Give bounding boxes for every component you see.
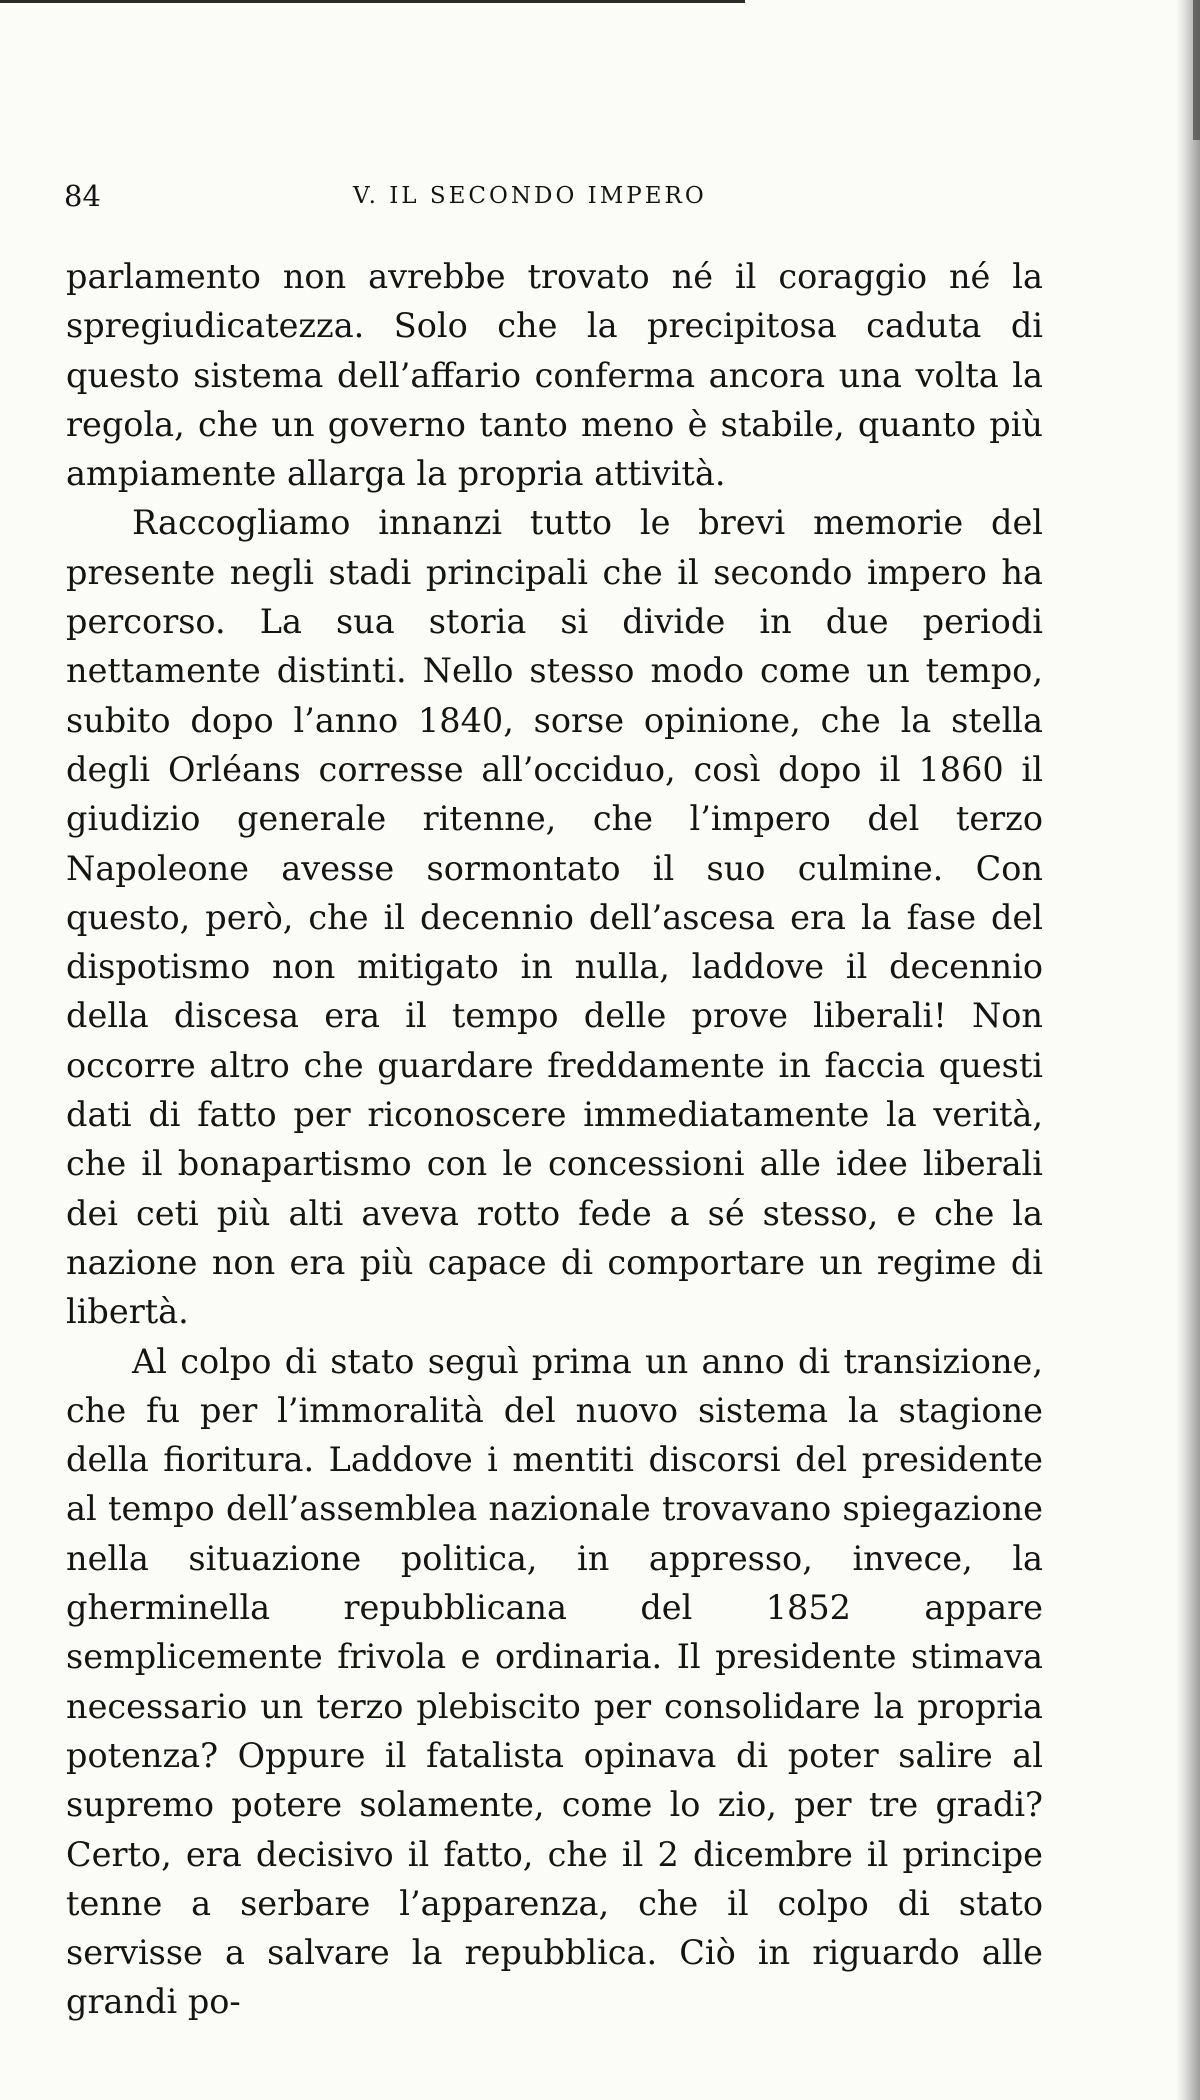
page-edge-mark [1193,0,1200,140]
page-number: 84 [64,179,101,213]
body-text [66,252,1043,2027]
paragraph-2: Raccogliamo innanzi tutto le brevi memorie del presente negli stadi principali che il secondo impero ha percorso. La sua storia si divide in due periodi nettamente distinti. Nello stesso modo come un tempo, subito dopo l’anno 1840, sorse opinione, che la stella degli Orléans corresse all’occiduo, così dopo il 1860 il giudizio generale ritenne, che l’impero del terzo Napoleone avesse sormontato il suo culmine. Con questo, però, che il decennio dell’ascesa era la fase del dispotismo non mitigato in nulla, laddove il decennio della discesa era il tempo delle prove liberali! Non occorre altro che guardare freddamente in faccia questi dati di fatto per riconoscere immediatamente la verità, che il bonapartismo con le concessioni alle idee liberali dei ceti più alti aveva rotto fede a sé stesso, e che la nazione non era più capace di comportare un regime di libertà. [66,503,1043,1332]
page-header [64,176,1044,216]
paragraph-1: parlamento non avrebbe trovato né il coraggio né la spregiudicatezza. Solo che la precipitosa caduta di questo sistema dell’affario conferma ancora una volta la regola, che un governo tanto meno è stabile, quanto più ampiamente allarga la propria attività. [66,257,1043,494]
page-edge-shadow [1176,0,1200,2100]
paragraph-3: Al colpo di stato seguì prima un anno di transizione, che fu per l’immoralità del nuovo sistema la stagione della fioritura. Laddove i mentiti discorsi del presidente al tempo dell’assemblea nazionale trovavano spiegazione nella situazione politica, in appresso, invece, la gherminella repubblicana del 1852 appare semplicemente frivola e ordinaria. Il presidente stimava necessario un terzo plebiscito per consolidare la propria potenza? Oppure il fatalista opinava di poter salire al supremo potere solamente, come lo zio, per tre gradi? Certo, era decisivo il fatto, che il 2 dicembre il principe tenne a serbare l’apparenza, che il colpo di stato servisse a salvare la repubblica. Ciò in riguardo alle grandi po- [66,1341,1043,2022]
top-edge-rule [0,0,745,3]
running-title: V. IL SECONDO IMPERO [353,183,707,209]
